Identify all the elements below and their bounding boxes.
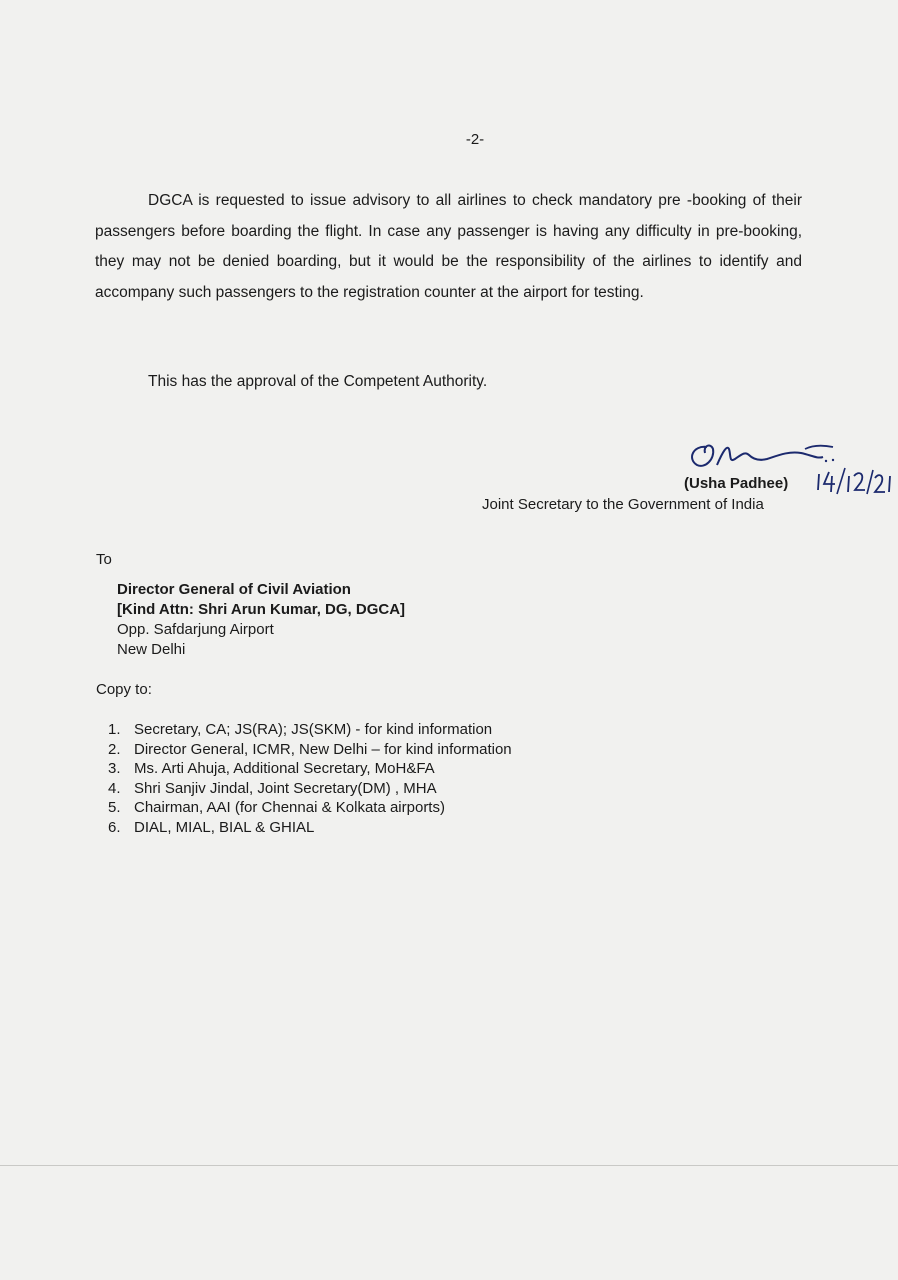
recipient-address bbox=[117, 580, 405, 660]
approval-paragraph: This has the approval of the Competent Authority. bbox=[148, 373, 488, 390]
scan-artifact-line bbox=[0, 1165, 898, 1166]
list-item bbox=[108, 720, 512, 740]
recipient-name: Director General of Civil Aviation bbox=[117, 581, 351, 598]
item-number: 6. bbox=[108, 818, 121, 836]
paragraph-text: DGCA is requested to issue advisory to all airlines to check mandatory pre -booking of their passengers before boarding the flight. In case any passenger is having any difficulty in pre-booking, they may not be denied boarding, but it would be the responsibility of the airlines to identify and accompany such passengers to the registration counter at the airport for testing. bbox=[95, 192, 802, 301]
item-text: Shri Sanjiv Jindal, Joint Secretary(DM) , MHA bbox=[134, 779, 437, 797]
item-number: 5. bbox=[108, 799, 121, 816]
item-number: 2. bbox=[108, 740, 121, 758]
copy-to-label: Copy to: bbox=[96, 681, 152, 698]
copy-to-list bbox=[108, 720, 512, 837]
to-label: To bbox=[96, 551, 112, 568]
list-item bbox=[108, 740, 512, 760]
item-number: 4. bbox=[108, 779, 121, 797]
handwritten-date bbox=[815, 466, 895, 496]
list-item bbox=[108, 798, 512, 818]
body-paragraph bbox=[95, 186, 802, 308]
page-number: -2- bbox=[465, 131, 485, 148]
item-text: Chairman, AAI (for Chennai & Kolkata airports) bbox=[134, 799, 445, 816]
item-text: Ms. Arti Ahuja, Additional Secretary, MoH&FA bbox=[134, 760, 435, 777]
signatory-title: Joint Secretary to the Government of India bbox=[482, 496, 764, 513]
item-number: 1. bbox=[108, 721, 121, 738]
list-item bbox=[108, 779, 512, 799]
item-text: DIAL, MIAL, BIAL & GHIAL bbox=[134, 818, 315, 836]
attention-line: [Kind Attn: Shri Arun Kumar, DG, DGCA] bbox=[117, 601, 406, 618]
item-text: Director General, ICMR, New Delhi – for kind information bbox=[134, 740, 512, 758]
item-text: Secretary, CA; JS(RA); JS(SKM) - for kind information bbox=[134, 721, 493, 738]
list-item bbox=[108, 818, 512, 838]
address-line: New Delhi bbox=[117, 641, 186, 658]
signatory-name: (Usha Padhee) bbox=[684, 475, 789, 492]
item-number: 3. bbox=[108, 760, 121, 777]
list-item bbox=[108, 759, 512, 779]
address-line: Opp. Safdarjung Airport bbox=[117, 621, 274, 638]
